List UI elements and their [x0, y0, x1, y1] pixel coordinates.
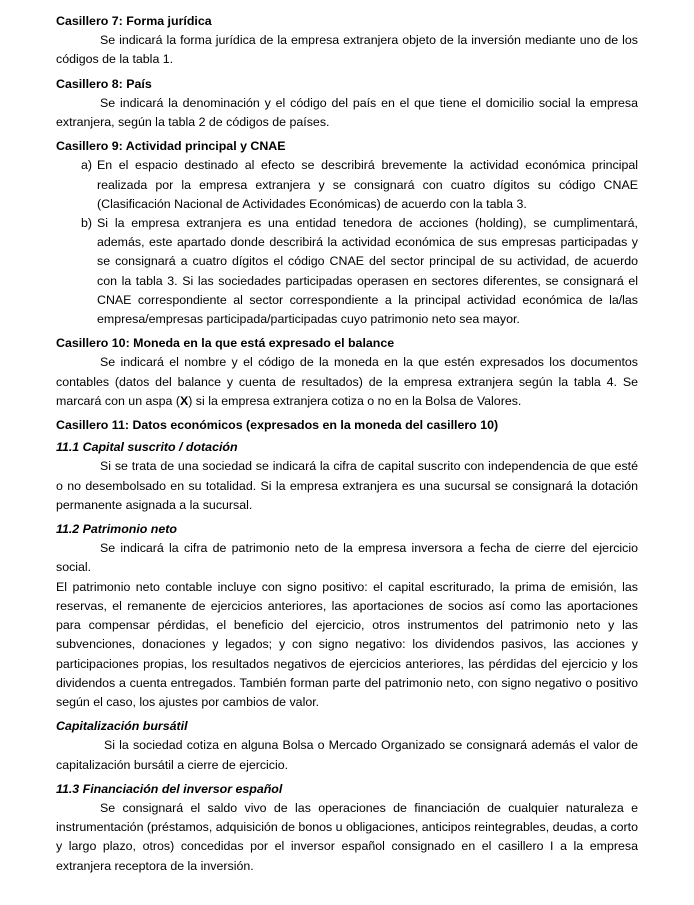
list-item-text: Si la empresa extranjera es una entidad tenedora de acciones (holding), se cumplimentará, además, este apartado donde describirá la actividad económica de sus empresas participadas y se consignará a cuatro dígitos el código CNAE del sector principal de su actividad, de acuerdo con la tabla 3. Si las sociedades participadas operasen en sectores diferentes, se consignará el CNAE correspondiente al sector correspondiente a la principal actividad económica de la/las empresa/empresas participada/participadas cuyo patrimonio neto sea mayor. [97, 216, 638, 327]
casillero-7-heading: Casillero 7: Forma jurídica [56, 14, 212, 28]
subsection-11-3-heading: 11.3 Financiación del inversor español [56, 781, 283, 796]
casillero-8-body: Se indicará la denominación y el código del país en el que tiene el domicilio social la empresa extranjera, según la tabla 2 de códigos de países. [56, 95, 638, 130]
casillero-10-body-end: ) si la empresa extranjera cotiza o no en la Bolsa de Valores. [188, 393, 522, 408]
casillero-11-section [56, 416, 638, 876]
casillero-9-section [56, 137, 638, 329]
casillero-9-heading: Casillero 9: Actividad principal y CNAE [56, 139, 286, 154]
casillero-11-heading: Casillero 11: Datos económicos (expresados en la moneda del casillero 10) [56, 418, 499, 433]
casillero-8-section [56, 75, 638, 133]
list-item [56, 214, 638, 329]
casillero-7-section [56, 12, 638, 70]
list-item [56, 156, 638, 214]
subsection-11-2-body-1: Se indicará la cifra de patrimonio neto de la empresa inversora a fecha de cierre del ejercicio social. [56, 541, 638, 575]
subsection-capitalizacion-heading: Capitalización bursátil [56, 719, 188, 734]
list-item-marker: b) [81, 216, 93, 231]
subsection-11-1-body: Si se trata de una sociedad se indicará la cifra de capital suscrito con independencia de que esté o no desembolsado en su totalidad. Si la empresa extranjera es una sucursal se consignará la dotación permanente asignada a la sucursal. [56, 459, 638, 512]
subsection-capitalizacion [56, 717, 638, 775]
casillero-10-mark: X [179, 393, 189, 408]
subsection-11-2-body-2: El patrimonio neto contable incluye con signo positivo: el capital escriturado, la prima de emisión, las reservas, el remanente de ejercicios anteriores, las aportaciones de socios así como las aportaciones para compensar pérdidas, el beneficio del ejercicio, otros instrumentos del patrimonio neto y las subvenciones, donaciones y legados; y con signo negativo: los dividendos pasivos, las acciones y participaciones propias, los resultados negativos de ejercicios anteriores, las pérdidas del ejercicio y los dividendos a cuenta entregados. También forman parte del patrimonio neto, con signo negativo o positivo según el caso, los ajustes por cambios de valor. [56, 579, 638, 709]
subsection-11-1-heading: 11.1 Capital suscrito / dotación [56, 440, 238, 455]
casillero-9-list [56, 156, 638, 329]
casillero-10-body [56, 353, 638, 411]
casillero-8-heading: Casillero 8: País [56, 76, 152, 91]
subsection-11-1 [56, 438, 638, 515]
subsection-capitalizacion-body: Si la sociedad cotiza en alguna Bolsa o Mercado Organizado se consignará además el valor de capitalización bursátil a cierre de ejercicio. [56, 738, 638, 772]
subsection-11-3 [56, 780, 638, 876]
casillero-10-body-start: Se indicará el nombre y el código de la moneda en la que estén expresados los documentos contables (datos del balance y cuenta de resultados) de la empresa extranjera según la tabla 4. Se marcará con un aspa ( [56, 355, 638, 408]
casillero-10-section [56, 334, 638, 411]
list-item-marker: a) [81, 158, 93, 173]
subsection-11-3-body: Se consignará el saldo vivo de las operaciones de financiación de cualquier naturaleza e instrumentación (préstamos, adquisición de bonos u obligaciones, anticipos reintegrables, deudas, a corto y largo plazo, otros) concedidas por el inversor español consignado en el casillero I a la empresa extranjera receptora de la inversión. [56, 800, 639, 873]
subsection-11-2 [56, 520, 638, 712]
list-item-text: En el espacio destinado al efecto se describirá brevemente la actividad económica principal realizada por la empresa extranjera y se consignará con cuatro dígitos su código CNAE (Clasificación Nacional de Actividades Económicas) de acuerdo con la tabla 3. [97, 158, 638, 211]
casillero-10-heading: Casillero 10: Moneda en la que está expresado el balance [56, 336, 395, 351]
casillero-7-body: Se indicará la forma jurídica de la empresa extranjera objeto de la inversión mediante uno de los códigos de la tabla 1. [56, 33, 638, 67]
subsection-11-2-heading: 11.2 Patrimonio neto [56, 522, 177, 537]
